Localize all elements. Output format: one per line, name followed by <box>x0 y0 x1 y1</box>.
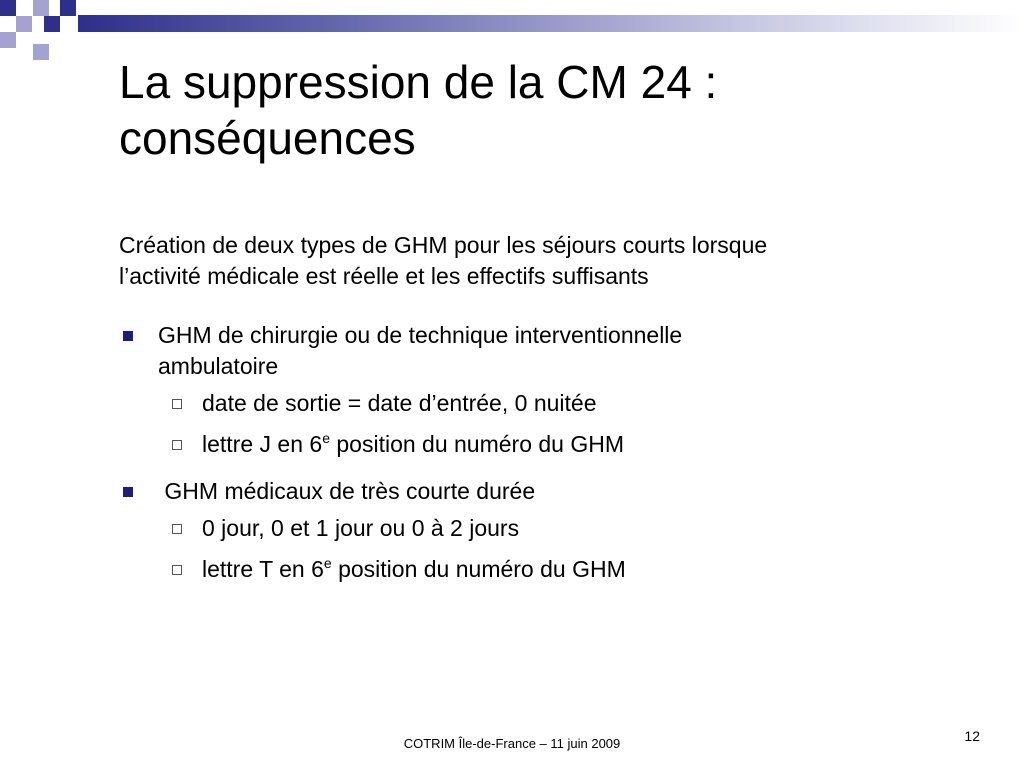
bullet-item <box>119 320 959 460</box>
sub-bullet-text: 0 jour, 0 et 1 jour ou 0 à 2 jours <box>202 515 520 541</box>
sub-bullet-text-pre: lettre J en 6 <box>202 431 323 457</box>
header-square <box>60 0 76 16</box>
square-bullet-icon <box>123 331 133 341</box>
bullet-item <box>119 476 959 585</box>
hollow-square-bullet-icon <box>172 399 182 409</box>
sub-bullet-item <box>158 554 959 585</box>
header-square <box>33 0 49 16</box>
sub-bullet-list <box>158 388 959 460</box>
header-square <box>0 0 16 16</box>
header-gradient-bar <box>78 15 1024 32</box>
sub-bullet-text: date de sortie = date d’entrée, 0 nuitée <box>202 390 597 416</box>
bullet-list <box>119 320 959 595</box>
slide-title-line2: conséquences <box>119 112 416 164</box>
header-square <box>33 44 49 60</box>
intro-text <box>119 230 959 292</box>
sub-bullet-text-pre: lettre T en 6 <box>202 556 324 582</box>
slide-footer: COTRIM Île-de-France – 11 juin 2009 <box>403 736 621 751</box>
header-square <box>16 16 32 32</box>
sub-bullet-item <box>158 513 959 544</box>
bullet-text-line2: ambulatoire <box>158 353 279 379</box>
header-square <box>44 16 60 32</box>
bullet-text-line1: GHM de chirurgie ou de technique interventionnelle <box>158 322 683 348</box>
intro-line2: l’activité médicale est réelle et les effectifs suffisants <box>119 263 649 289</box>
sub-bullet-list <box>158 513 959 585</box>
sub-bullet-superscript: e <box>323 555 332 571</box>
sub-bullet-item <box>158 388 959 419</box>
hollow-square-bullet-icon <box>172 440 182 450</box>
page-number: 12 <box>964 728 980 744</box>
square-bullet-icon <box>123 487 133 497</box>
sub-bullet-text-post: position du numéro du GHM <box>331 556 626 582</box>
sub-bullet-item <box>158 429 959 460</box>
slide-title <box>119 54 979 166</box>
header-square <box>0 32 16 48</box>
hollow-square-bullet-icon <box>172 524 182 534</box>
bullet-text-line1: GHM médicaux de très courte durée <box>158 478 536 504</box>
slide-title-line1: La suppression de la CM 24 : <box>119 56 718 108</box>
intro-line1: Création de deux types de GHM pour les séjours courts lorsque <box>119 232 768 258</box>
sub-bullet-text-post: position du numéro du GHM <box>329 431 625 457</box>
sub-bullet-superscript: e <box>322 430 330 446</box>
hollow-square-bullet-icon <box>172 565 182 575</box>
